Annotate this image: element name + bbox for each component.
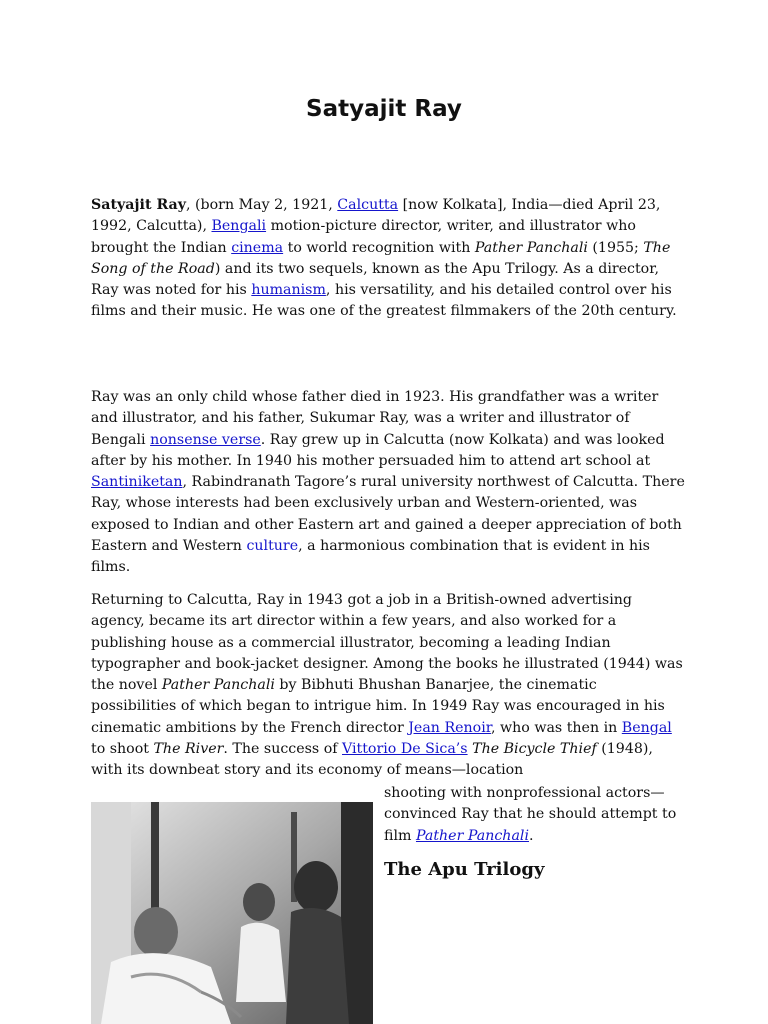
book-title: Pather Panchali [161, 677, 275, 694]
text-segment: shooting with nonprofessional actors—convinced Ray that he should attempt to film [384, 785, 677, 844]
link-santiniketan[interactable]: Santiniketan [91, 474, 183, 491]
text-segment: . The success of [223, 741, 342, 758]
career-paragraph [91, 590, 686, 782]
text-segment: . Ray grew up in Calcutta (now Kolkata) and was looked after by his mother. In 1940 his mother persuaded him to attend art school at [91, 431, 665, 469]
section-heading-apu-trilogy: The Apu Trilogy [384, 859, 545, 880]
link-jean-renoir[interactable]: Jean Renoir [408, 719, 491, 736]
page-title: Satyajit Ray [306, 96, 462, 122]
text-segment: to world recognition with [283, 239, 475, 256]
link-calcutta[interactable]: Calcutta [337, 197, 399, 213]
link-cinema[interactable]: cinema [231, 239, 284, 256]
text-segment: Returning to Calcutta, Ray in 1943 got a job in a British-owned advertising agency, became its art director within a few years, and also worked for a publishing house as a commercial illustrator, becoming a leading Indian typographer and book-jacket designer. Among the books he illustrated (1944) was the novel [91, 592, 683, 694]
film-title: The Song of the Road [91, 239, 671, 277]
early-life-paragraph [91, 387, 686, 579]
text-segment: . [528, 827, 534, 844]
intro-paragraph [91, 195, 686, 323]
text-segment: , who was then in [490, 719, 622, 736]
text-segment: Ray was an only child whose father died in 1923. His grandfather was a writer and illustrator, and his father, Sukumar Ray, was a writer and illustrator of Bengali [91, 389, 659, 448]
text-segment: to shoot [91, 741, 154, 758]
link-humanism[interactable]: humanism [251, 282, 326, 299]
text-segment: , his versatility, and his detailed control over his films and their music. He was one of the greatest filmmakers of the 20th century. [91, 282, 677, 320]
link-bengal[interactable]: Bengal [621, 719, 672, 736]
text-segment: , Rabindranath Tagore’s rural university northwest of Calcutta. There Ray, whose interests had been exclusively urban and Western-oriented, was exposed to Indian and other Eastern art and gained a deeper appreciation of both Eastern and Western [91, 474, 685, 555]
text-segment: (1955; [587, 239, 644, 256]
link-culture[interactable]: culture [246, 538, 299, 555]
film-title: The River [153, 741, 224, 758]
subject-name: Satyajit Ray [91, 197, 186, 213]
text-segment: by Bibhuti Bhushan Banarjee, the cinematic possibilities of which began to intrigue him. In 1949 Ray was encouraged in his cinematic ambitions by the French director [91, 677, 665, 736]
text-segment: [now Kolkata], India—died April 23, 1992, Calcutta), [91, 197, 661, 235]
text-segment: , a harmonious combination that is evident in his films. [91, 538, 650, 576]
film-still-photo [91, 802, 373, 1024]
side-paragraph [384, 783, 684, 847]
film-title: The Bicycle Thief [472, 741, 597, 758]
film-title: Pather Panchali [474, 239, 588, 256]
text-segment: motion-picture director, writer, and illustrator who brought the Indian [91, 218, 636, 256]
link-de-sica[interactable]: Vittorio De Sica’s [342, 741, 468, 758]
link-nonsense-verse[interactable]: nonsense verse [150, 431, 261, 448]
link-bengali[interactable]: Bengali [211, 218, 267, 235]
film-still-image [91, 802, 373, 1024]
text-segment: ) and its two sequels, known as the Apu Trilogy. As a director, Ray was noted for his [91, 260, 659, 299]
text-segment: (1948), with its downbeat story and its economy of means—location [91, 741, 653, 779]
text-segment: , (born May 2, 1921, [186, 197, 338, 213]
link-pather-panchali[interactable]: Pather Panchali [415, 827, 529, 844]
